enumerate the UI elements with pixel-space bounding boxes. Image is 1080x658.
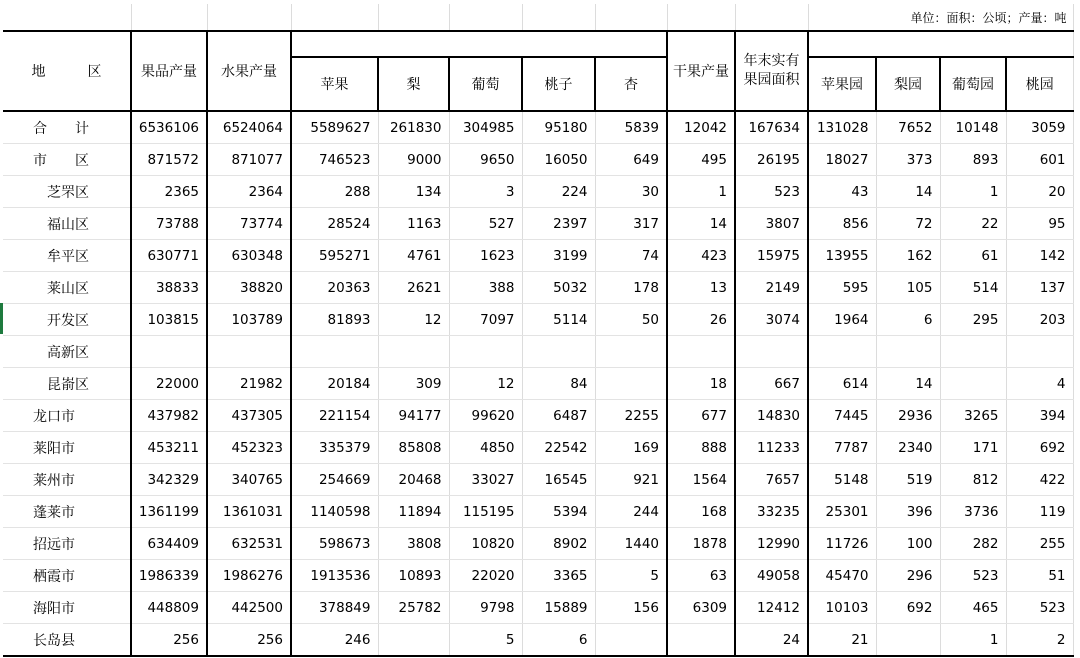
value-cell[interactable]: 1986339 bbox=[131, 560, 207, 592]
value-cell[interactable]: 22542 bbox=[522, 432, 595, 464]
value-cell[interactable]: 373 bbox=[876, 144, 940, 176]
value-cell[interactable]: 3265 bbox=[940, 400, 1006, 432]
table-row bbox=[3, 592, 1073, 624]
value-cell[interactable]: 26195 bbox=[735, 144, 808, 176]
value-cell[interactable]: 5 bbox=[595, 560, 667, 592]
value-cell[interactable] bbox=[1006, 336, 1073, 368]
value-cell[interactable]: 256 bbox=[131, 624, 207, 657]
value-cell[interactable]: 632531 bbox=[207, 528, 291, 560]
value-cell[interactable]: 3807 bbox=[735, 208, 808, 240]
header-fruit-water-output: 水果产量 bbox=[207, 31, 291, 111]
value-cell[interactable]: 73774 bbox=[207, 208, 291, 240]
value-cell[interactable]: 6524064 bbox=[207, 111, 291, 144]
value-cell[interactable]: 10893 bbox=[378, 560, 449, 592]
value-cell[interactable]: 1623 bbox=[449, 240, 522, 272]
value-cell[interactable]: 50 bbox=[595, 304, 667, 336]
value-cell[interactable]: 3808 bbox=[378, 528, 449, 560]
value-cell[interactable]: 396 bbox=[876, 496, 940, 528]
value-cell[interactable]: 5394 bbox=[522, 496, 595, 528]
value-cell[interactable]: 448809 bbox=[131, 592, 207, 624]
header-grape: 葡萄 bbox=[449, 57, 522, 111]
value-cell[interactable]: 12042 bbox=[667, 111, 735, 144]
value-cell[interactable]: 342329 bbox=[131, 464, 207, 496]
value-cell[interactable]: 1361199 bbox=[131, 496, 207, 528]
value-cell[interactable]: 8902 bbox=[522, 528, 595, 560]
header-pear-orchard: 梨园 bbox=[876, 57, 940, 111]
value-cell[interactable]: 3199 bbox=[522, 240, 595, 272]
value-cell[interactable]: 221154 bbox=[291, 400, 378, 432]
header-apple-orchard: 苹果园 bbox=[808, 57, 876, 111]
value-cell[interactable]: 22000 bbox=[131, 368, 207, 400]
value-cell[interactable]: 442500 bbox=[207, 592, 291, 624]
value-cell[interactable]: 595271 bbox=[291, 240, 378, 272]
value-cell[interactable]: 14 bbox=[876, 368, 940, 400]
value-cell[interactable]: 495 bbox=[667, 144, 735, 176]
value-cell[interactable]: 49058 bbox=[735, 560, 808, 592]
value-cell[interactable] bbox=[940, 368, 1006, 400]
region-cell[interactable]: 长岛县 bbox=[3, 624, 131, 657]
region-cell[interactable]: 蓬莱市 bbox=[3, 496, 131, 528]
value-cell[interactable]: 5839 bbox=[595, 111, 667, 144]
region-cell[interactable]: 昆嵛区 bbox=[3, 368, 131, 400]
region-cell[interactable]: 市 区 bbox=[3, 144, 131, 176]
header-apple: 苹果 bbox=[291, 57, 378, 111]
region-cell[interactable]: 龙口市 bbox=[3, 400, 131, 432]
value-cell[interactable]: 1140598 bbox=[291, 496, 378, 528]
value-cell[interactable]: 2255 bbox=[595, 400, 667, 432]
value-cell[interactable]: 10820 bbox=[449, 528, 522, 560]
value-cell[interactable]: 340765 bbox=[207, 464, 291, 496]
region-cell[interactable]: 海阳市 bbox=[3, 592, 131, 624]
value-cell[interactable]: 304985 bbox=[449, 111, 522, 144]
value-cell[interactable]: 103789 bbox=[207, 304, 291, 336]
value-cell[interactable]: 1361031 bbox=[207, 496, 291, 528]
value-cell[interactable]: 437305 bbox=[207, 400, 291, 432]
value-cell[interactable]: 12412 bbox=[735, 592, 808, 624]
value-cell[interactable]: 12990 bbox=[735, 528, 808, 560]
value-cell[interactable]: 103815 bbox=[131, 304, 207, 336]
region-cell[interactable]: 招远市 bbox=[3, 528, 131, 560]
value-cell[interactable]: 437982 bbox=[131, 400, 207, 432]
value-cell[interactable]: 3074 bbox=[735, 304, 808, 336]
table-row bbox=[3, 208, 1073, 240]
value-cell[interactable]: 14 bbox=[876, 176, 940, 208]
value-cell[interactable]: 523 bbox=[940, 560, 1006, 592]
value-cell[interactable]: 100 bbox=[876, 528, 940, 560]
header-fruit-group bbox=[291, 31, 667, 57]
value-cell[interactable]: 1163 bbox=[378, 208, 449, 240]
header-pear: 梨 bbox=[378, 57, 449, 111]
region-cell[interactable]: 栖霞市 bbox=[3, 560, 131, 592]
value-cell[interactable] bbox=[940, 336, 1006, 368]
value-cell[interactable]: 6536106 bbox=[131, 111, 207, 144]
value-cell[interactable]: 3736 bbox=[940, 496, 1006, 528]
region-cell[interactable]: 高新区 bbox=[3, 336, 131, 368]
table-row bbox=[3, 240, 1073, 272]
value-cell[interactable]: 224 bbox=[522, 176, 595, 208]
value-cell[interactable]: 514 bbox=[940, 272, 1006, 304]
value-cell[interactable]: 28524 bbox=[291, 208, 378, 240]
value-cell[interactable]: 2936 bbox=[876, 400, 940, 432]
value-cell[interactable]: 282 bbox=[940, 528, 1006, 560]
value-cell[interactable] bbox=[808, 336, 876, 368]
value-cell[interactable]: 20468 bbox=[378, 464, 449, 496]
value-cell[interactable] bbox=[735, 336, 808, 368]
value-cell[interactable] bbox=[449, 336, 522, 368]
value-cell[interactable]: 178 bbox=[595, 272, 667, 304]
value-cell[interactable]: 13955 bbox=[808, 240, 876, 272]
value-cell[interactable]: 871572 bbox=[131, 144, 207, 176]
value-cell[interactable]: 16050 bbox=[522, 144, 595, 176]
value-cell[interactable]: 51 bbox=[1006, 560, 1073, 592]
value-cell[interactable]: 1440 bbox=[595, 528, 667, 560]
value-cell[interactable]: 25301 bbox=[808, 496, 876, 528]
table-row bbox=[3, 624, 1073, 657]
value-cell[interactable]: 11894 bbox=[378, 496, 449, 528]
value-cell[interactable]: 22020 bbox=[449, 560, 522, 592]
table-row bbox=[3, 528, 1073, 560]
value-cell[interactable]: 15975 bbox=[735, 240, 808, 272]
value-cell[interactable]: 9650 bbox=[449, 144, 522, 176]
value-cell[interactable]: 746523 bbox=[291, 144, 378, 176]
value-cell[interactable]: 2621 bbox=[378, 272, 449, 304]
region-cell[interactable]: 莱州市 bbox=[3, 464, 131, 496]
value-cell[interactable]: 5032 bbox=[522, 272, 595, 304]
region-cell[interactable]: 福山区 bbox=[3, 208, 131, 240]
header-apricot: 杏 bbox=[595, 57, 667, 111]
value-cell[interactable]: 14830 bbox=[735, 400, 808, 432]
value-cell[interactable]: 1 bbox=[667, 176, 735, 208]
value-cell[interactable]: 1 bbox=[940, 624, 1006, 657]
value-cell[interactable]: 2 bbox=[1006, 624, 1073, 657]
value-cell[interactable]: 453211 bbox=[131, 432, 207, 464]
value-cell[interactable]: 11726 bbox=[808, 528, 876, 560]
header-grape-orchard: 葡萄园 bbox=[940, 57, 1006, 111]
value-cell[interactable]: 4850 bbox=[449, 432, 522, 464]
value-cell[interactable]: 169 bbox=[595, 432, 667, 464]
value-cell[interactable]: 168 bbox=[667, 496, 735, 528]
value-cell[interactable]: 38833 bbox=[131, 272, 207, 304]
value-cell[interactable]: 61 bbox=[940, 240, 1006, 272]
value-cell[interactable]: 95 bbox=[1006, 208, 1073, 240]
value-cell[interactable]: 3059 bbox=[1006, 111, 1073, 144]
value-cell[interactable]: 335379 bbox=[291, 432, 378, 464]
value-cell[interactable]: 692 bbox=[876, 592, 940, 624]
value-cell[interactable]: 81893 bbox=[291, 304, 378, 336]
value-cell[interactable] bbox=[876, 336, 940, 368]
region-cell[interactable]: 牟平区 bbox=[3, 240, 131, 272]
value-cell[interactable]: 26 bbox=[667, 304, 735, 336]
table-row bbox=[3, 464, 1073, 496]
value-cell[interactable]: 614 bbox=[808, 368, 876, 400]
value-cell[interactable]: 649 bbox=[595, 144, 667, 176]
value-cell[interactable]: 5 bbox=[449, 624, 522, 657]
value-cell[interactable]: 85808 bbox=[378, 432, 449, 464]
value-cell[interactable]: 25782 bbox=[378, 592, 449, 624]
value-cell[interactable]: 9798 bbox=[449, 592, 522, 624]
value-cell[interactable]: 1564 bbox=[667, 464, 735, 496]
value-cell[interactable]: 21 bbox=[808, 624, 876, 657]
region-cell[interactable]: 莱山区 bbox=[3, 272, 131, 304]
value-cell[interactable]: 7445 bbox=[808, 400, 876, 432]
value-cell[interactable] bbox=[667, 624, 735, 657]
header-dried-fruit-output: 干果产量 bbox=[667, 31, 735, 111]
table-row bbox=[3, 432, 1073, 464]
value-cell[interactable]: 74 bbox=[595, 240, 667, 272]
value-cell[interactable]: 394 bbox=[1006, 400, 1073, 432]
value-cell[interactable]: 921 bbox=[595, 464, 667, 496]
value-cell[interactable]: 9000 bbox=[378, 144, 449, 176]
value-cell[interactable]: 523 bbox=[735, 176, 808, 208]
value-cell[interactable]: 137 bbox=[1006, 272, 1073, 304]
value-cell[interactable]: 630348 bbox=[207, 240, 291, 272]
value-cell[interactable]: 18027 bbox=[808, 144, 876, 176]
value-cell[interactable]: 16545 bbox=[522, 464, 595, 496]
fruit-statistics-table bbox=[3, 4, 1074, 657]
value-cell[interactable]: 14 bbox=[667, 208, 735, 240]
table-row bbox=[3, 176, 1073, 208]
table-row bbox=[3, 560, 1073, 592]
value-cell[interactable]: 812 bbox=[940, 464, 1006, 496]
region-cell[interactable]: 开发区 bbox=[3, 304, 131, 336]
value-cell[interactable]: 1964 bbox=[808, 304, 876, 336]
value-cell[interactable] bbox=[522, 336, 595, 368]
value-cell[interactable]: 527 bbox=[449, 208, 522, 240]
value-cell[interactable] bbox=[378, 336, 449, 368]
value-cell[interactable]: 2149 bbox=[735, 272, 808, 304]
value-cell[interactable]: 378849 bbox=[291, 592, 378, 624]
table-row bbox=[3, 400, 1073, 432]
value-cell[interactable]: 20 bbox=[1006, 176, 1073, 208]
value-cell[interactable]: 465 bbox=[940, 592, 1006, 624]
value-cell[interactable]: 6 bbox=[522, 624, 595, 657]
value-cell[interactable]: 24 bbox=[735, 624, 808, 657]
value-cell[interactable]: 667 bbox=[735, 368, 808, 400]
value-cell[interactable]: 203 bbox=[1006, 304, 1073, 336]
value-cell[interactable]: 422 bbox=[1006, 464, 1073, 496]
value-cell[interactable]: 11233 bbox=[735, 432, 808, 464]
value-cell[interactable]: 5589627 bbox=[291, 111, 378, 144]
value-cell[interactable]: 84 bbox=[522, 368, 595, 400]
value-cell[interactable]: 72 bbox=[876, 208, 940, 240]
value-cell[interactable]: 634409 bbox=[131, 528, 207, 560]
value-cell[interactable] bbox=[595, 624, 667, 657]
value-cell[interactable]: 2365 bbox=[131, 176, 207, 208]
value-cell[interactable]: 10148 bbox=[940, 111, 1006, 144]
table-row bbox=[3, 336, 1073, 368]
value-cell[interactable]: 99620 bbox=[449, 400, 522, 432]
value-cell[interactable]: 10103 bbox=[808, 592, 876, 624]
value-cell[interactable]: 519 bbox=[876, 464, 940, 496]
table-row bbox=[3, 368, 1073, 400]
value-cell[interactable]: 452323 bbox=[207, 432, 291, 464]
value-cell[interactable] bbox=[378, 624, 449, 657]
region-cell[interactable]: 莱阳市 bbox=[3, 432, 131, 464]
value-cell[interactable]: 171 bbox=[940, 432, 1006, 464]
value-cell[interactable] bbox=[667, 336, 735, 368]
value-cell[interactable]: 6309 bbox=[667, 592, 735, 624]
table-row bbox=[3, 272, 1073, 304]
value-cell[interactable]: 15889 bbox=[522, 592, 595, 624]
header-row-1 bbox=[3, 31, 1073, 57]
value-cell[interactable]: 73788 bbox=[131, 208, 207, 240]
header-orchard-area: 年末实有果园面积 bbox=[735, 31, 808, 111]
header-peach-orchard: 桃园 bbox=[1006, 57, 1073, 111]
value-cell[interactable]: 244 bbox=[595, 496, 667, 528]
value-cell[interactable]: 256 bbox=[207, 624, 291, 657]
header-region: 地 区 bbox=[3, 31, 131, 111]
region-cell[interactable]: 合 计 bbox=[3, 111, 131, 144]
value-cell[interactable]: 95180 bbox=[522, 111, 595, 144]
value-cell[interactable]: 677 bbox=[667, 400, 735, 432]
value-cell[interactable]: 13 bbox=[667, 272, 735, 304]
value-cell[interactable]: 134 bbox=[378, 176, 449, 208]
header-peach: 桃子 bbox=[522, 57, 595, 111]
table-row bbox=[3, 496, 1073, 528]
unit-row bbox=[3, 4, 1073, 31]
value-cell[interactable] bbox=[876, 624, 940, 657]
value-cell[interactable]: 115195 bbox=[449, 496, 522, 528]
table-row bbox=[3, 144, 1073, 176]
value-cell[interactable]: 261830 bbox=[378, 111, 449, 144]
value-cell[interactable]: 388 bbox=[449, 272, 522, 304]
value-cell[interactable]: 692 bbox=[1006, 432, 1073, 464]
value-cell[interactable]: 423 bbox=[667, 240, 735, 272]
value-cell[interactable]: 893 bbox=[940, 144, 1006, 176]
value-cell[interactable]: 2340 bbox=[876, 432, 940, 464]
value-cell[interactable]: 288 bbox=[291, 176, 378, 208]
value-cell[interactable]: 246 bbox=[291, 624, 378, 657]
value-cell[interactable]: 38820 bbox=[207, 272, 291, 304]
value-cell[interactable]: 630771 bbox=[131, 240, 207, 272]
value-cell[interactable]: 4761 bbox=[378, 240, 449, 272]
value-cell[interactable]: 2364 bbox=[207, 176, 291, 208]
value-cell[interactable]: 21982 bbox=[207, 368, 291, 400]
value-cell[interactable]: 601 bbox=[1006, 144, 1073, 176]
value-cell[interactable]: 1 bbox=[940, 176, 1006, 208]
value-cell[interactable]: 598673 bbox=[291, 528, 378, 560]
value-cell[interactable] bbox=[595, 368, 667, 400]
value-cell[interactable]: 7097 bbox=[449, 304, 522, 336]
value-cell[interactable]: 295 bbox=[940, 304, 1006, 336]
value-cell[interactable]: 6 bbox=[876, 304, 940, 336]
value-cell[interactable]: 1986276 bbox=[207, 560, 291, 592]
value-cell[interactable]: 119 bbox=[1006, 496, 1073, 528]
value-cell[interactable]: 2397 bbox=[522, 208, 595, 240]
value-cell[interactable]: 3365 bbox=[522, 560, 595, 592]
table-row bbox=[3, 111, 1073, 144]
value-cell[interactable]: 296 bbox=[876, 560, 940, 592]
value-cell[interactable] bbox=[207, 336, 291, 368]
value-cell[interactable]: 309 bbox=[378, 368, 449, 400]
value-cell[interactable]: 3 bbox=[449, 176, 522, 208]
value-cell[interactable]: 255 bbox=[1006, 528, 1073, 560]
value-cell[interactable]: 156 bbox=[595, 592, 667, 624]
value-cell[interactable]: 12 bbox=[378, 304, 449, 336]
value-cell[interactable]: 20363 bbox=[291, 272, 378, 304]
value-cell[interactable]: 167634 bbox=[735, 111, 808, 144]
value-cell[interactable] bbox=[595, 336, 667, 368]
value-cell[interactable] bbox=[291, 336, 378, 368]
value-cell[interactable]: 4 bbox=[1006, 368, 1073, 400]
value-cell[interactable]: 1913536 bbox=[291, 560, 378, 592]
value-cell[interactable]: 254669 bbox=[291, 464, 378, 496]
value-cell[interactable] bbox=[131, 336, 207, 368]
value-cell[interactable]: 523 bbox=[1006, 592, 1073, 624]
value-cell[interactable]: 856 bbox=[808, 208, 876, 240]
value-cell[interactable]: 5148 bbox=[808, 464, 876, 496]
table-row bbox=[3, 304, 1073, 336]
value-cell[interactable]: 317 bbox=[595, 208, 667, 240]
value-cell[interactable]: 142 bbox=[1006, 240, 1073, 272]
value-cell[interactable]: 871077 bbox=[207, 144, 291, 176]
value-cell[interactable]: 20184 bbox=[291, 368, 378, 400]
value-cell[interactable]: 7657 bbox=[735, 464, 808, 496]
value-cell[interactable]: 12 bbox=[449, 368, 522, 400]
value-cell[interactable]: 30 bbox=[595, 176, 667, 208]
value-cell[interactable]: 131028 bbox=[808, 111, 876, 144]
value-cell[interactable]: 6487 bbox=[522, 400, 595, 432]
value-cell[interactable]: 7787 bbox=[808, 432, 876, 464]
value-cell[interactable]: 94177 bbox=[378, 400, 449, 432]
value-cell[interactable]: 43 bbox=[808, 176, 876, 208]
header-orchard-group bbox=[808, 31, 1073, 57]
value-cell[interactable]: 105 bbox=[876, 272, 940, 304]
value-cell[interactable]: 7652 bbox=[876, 111, 940, 144]
value-cell[interactable]: 888 bbox=[667, 432, 735, 464]
value-cell[interactable]: 63 bbox=[667, 560, 735, 592]
value-cell[interactable]: 1878 bbox=[667, 528, 735, 560]
value-cell[interactable]: 595 bbox=[808, 272, 876, 304]
header-fruit-output: 果品产量 bbox=[131, 31, 207, 111]
value-cell[interactable]: 5114 bbox=[522, 304, 595, 336]
value-cell[interactable]: 18 bbox=[667, 368, 735, 400]
value-cell[interactable]: 45470 bbox=[808, 560, 876, 592]
value-cell[interactable]: 33235 bbox=[735, 496, 808, 528]
region-cell[interactable]: 芝罘区 bbox=[3, 176, 131, 208]
unit-note: 单位：面积：公顷；产量：吨 bbox=[808, 4, 1073, 31]
value-cell[interactable]: 162 bbox=[876, 240, 940, 272]
value-cell[interactable]: 33027 bbox=[449, 464, 522, 496]
value-cell[interactable]: 22 bbox=[940, 208, 1006, 240]
